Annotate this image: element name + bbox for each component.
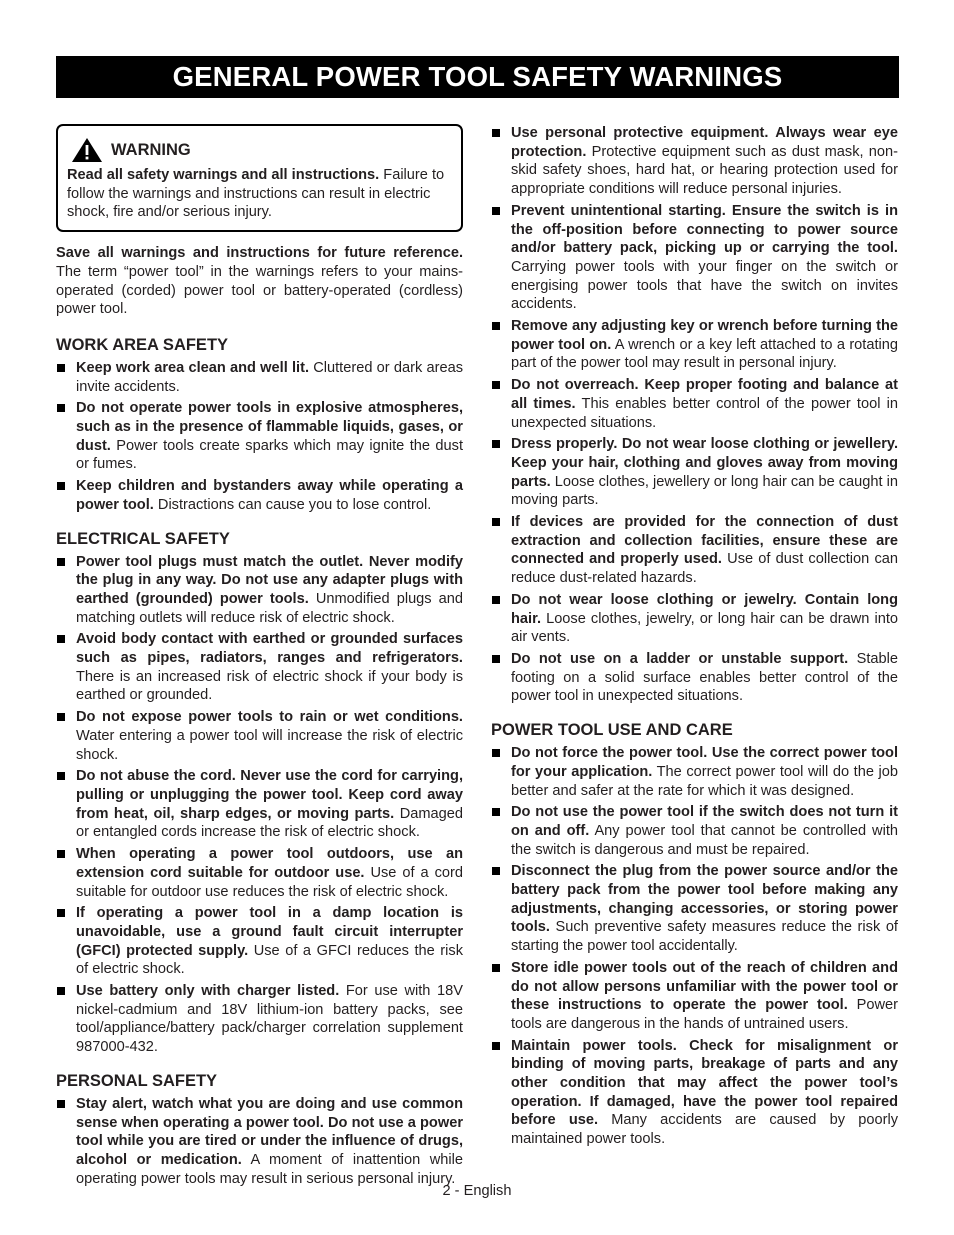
- warning-list: [491, 744, 898, 1149]
- list-item: [56, 708, 463, 764]
- page-title: GENERAL POWER TOOL SAFETY WARNINGS: [172, 61, 783, 92]
- list-item: [56, 630, 463, 705]
- item-body-text: Stable footing on a solid surface enables better control of the power tool in unexpected situations.: [511, 650, 899, 705]
- square-bullet-icon: [57, 772, 65, 780]
- section: [56, 1071, 463, 1189]
- warning-heading: WARNING: [111, 140, 191, 159]
- item-body-text: Cluttered or dark areas invite accidents.: [76, 359, 463, 395]
- square-bullet-icon: [57, 713, 65, 721]
- item-bold-text: When operating a power tool outdoors, use an extension cord suitable for outdoor use.: [76, 846, 463, 881]
- square-bullet-icon: [492, 1042, 500, 1050]
- warning-bold-text: Read all safety warnings and all instructions.: [67, 167, 380, 183]
- list-item: [56, 982, 463, 1057]
- item-bold-text: Store idle power tools out of the reach of children and do not allow persons unfamiliar with the power tool or these instructions to operate the power tool.: [511, 959, 898, 1014]
- square-bullet-icon: [57, 364, 65, 372]
- list-item: [491, 317, 898, 373]
- warning-list: [56, 359, 463, 515]
- section: [491, 720, 898, 1149]
- list-item: [491, 959, 898, 1034]
- item-bold-text: Do not wear loose clothing or jewelry. Contain long hair.: [511, 591, 898, 627]
- list-item: [491, 1037, 898, 1149]
- section: [56, 335, 463, 515]
- item-body-text: Carrying power tools with your finger on the switch or energising power tools that have the switch on invites accidents.: [511, 258, 898, 313]
- list-item: [491, 650, 898, 706]
- page-footer: 2 - English: [442, 1183, 512, 1199]
- warning-list: [56, 553, 463, 1057]
- item-body-text: Distractions can cause you to lose control.: [153, 496, 432, 513]
- warning-body-text: Failure to follow the warnings and instructions can result in electric shock, fire and/or serious injury.: [67, 167, 445, 221]
- item-body-text: Use of a cord suitable for outdoor use reduces the risk of electric shock.: [76, 864, 463, 900]
- right-sections: [491, 124, 898, 1149]
- list-item: [56, 359, 463, 396]
- item-bold-text: Keep work area clean and well lit.: [76, 359, 309, 376]
- square-bullet-icon: [492, 207, 500, 215]
- item-bold-text: If devices are provided for the connection of dust extraction and collection facilities, ensure these are connected and properly used.: [511, 514, 898, 568]
- item-body-text: Many accidents are caused by poorly maintained power tools.: [511, 1112, 899, 1148]
- warning-list: [491, 124, 898, 706]
- item-bold-text: Do not use the power tool if the switch does not turn it on and off.: [511, 804, 898, 839]
- section: [491, 124, 898, 706]
- square-bullet-icon: [57, 482, 65, 490]
- section-heading: POWER TOOL USE AND CARE: [491, 721, 733, 740]
- square-bullet-icon: [57, 635, 65, 643]
- warning-triangle-icon: [71, 137, 103, 163]
- item-bold-text: Remove any adjusting key or wrench before turning the power tool on.: [511, 318, 898, 353]
- square-bullet-icon: [57, 1100, 65, 1108]
- item-body-text: Water entering a power tool will increase the risk of electric shock.: [76, 727, 463, 763]
- square-bullet-icon: [492, 440, 500, 448]
- item-bold-text: Do not overreach. Keep proper footing and balance at all times.: [511, 377, 898, 412]
- item-bold-text: Use personal protective equipment. Always wear eye protection.: [511, 125, 898, 160]
- item-body-text: Use of a GFCI reduces the risk of electric shock.: [76, 942, 463, 978]
- item-body-text: Loose clothes, jewellery or long hair can be caught in moving parts.: [511, 473, 898, 509]
- title-banner: [56, 56, 899, 98]
- item-body-text: For use with 18V nickel-cadmium and 18V lithium-ion battery packs, see tool/appliance/battery pack/charger correlation supplement 987000-432.: [76, 983, 463, 1056]
- item-body-text: The correct power tool will do the job better and safer at the rate for which it was designed.: [511, 763, 898, 799]
- list-item: [491, 202, 898, 314]
- square-bullet-icon: [492, 129, 500, 137]
- list-item: [56, 767, 463, 842]
- square-bullet-icon: [492, 808, 500, 816]
- item-bold-text: If operating a power tool in a damp location is unavoidable, use a ground fault circuit interrupter (GFCI) protected supply.: [76, 905, 463, 959]
- item-body-text: A moment of inattention while operating power tools may result in serious personal injury.: [76, 1151, 463, 1187]
- item-body-text: Power tools create sparks which may ignite the dust or fumes.: [76, 437, 463, 473]
- square-bullet-icon: [57, 404, 65, 412]
- item-bold-text: Power tool plugs must match the outlet. Never modify the plug in any way. Do not use any adapter plugs with earthed (grounded) power tools.: [76, 553, 463, 607]
- list-item: [491, 124, 898, 199]
- item-body-text: Such preventive safety measures reduce the risk of starting the power tool accidentally.: [511, 919, 898, 955]
- item-bold-text: Avoid body contact with earthed or grounded surfaces such as pipes, radiators, ranges and refrigerators.: [76, 631, 463, 667]
- item-bold-text: Do not expose power tools to rain or wet conditions.: [76, 709, 463, 726]
- warning-box: [56, 124, 463, 232]
- list-item: [491, 803, 898, 859]
- item-body-text: Damaged or entangled cords increase the risk of electric shock.: [76, 805, 463, 841]
- item-bold-text: Do not use on a ladder or unstable support.: [511, 650, 849, 667]
- item-body-text: A wrench or a key left attached to a rotating part of the power tool may result in personal injury.: [511, 336, 899, 372]
- item-bold-text: Use battery only with charger listed.: [76, 983, 340, 1000]
- list-item: [56, 477, 463, 514]
- item-bold-text: Do not operate power tools in explosive atmospheres, such as in the presence of flammable liquids, gases, or dust.: [76, 400, 463, 454]
- item-body-text: This enables better control of the power tool in unexpected situations.: [511, 395, 898, 431]
- section: [56, 529, 463, 1057]
- square-bullet-icon: [492, 322, 500, 330]
- left-sections: [56, 335, 463, 1188]
- item-bold-text: Prevent unintentional starting. Ensure the switch is in the off-position before connecting to power source and/or battery pack, picking up or carrying the tool.: [511, 202, 898, 257]
- square-bullet-icon: [57, 909, 65, 917]
- square-bullet-icon: [57, 558, 65, 566]
- list-item: [491, 376, 898, 432]
- item-body-text: Use of dust collection can reduce dust-related hazards.: [511, 551, 898, 587]
- item-bold-text: Do not force the power tool. Use the correct power tool for your application.: [511, 745, 898, 780]
- right-column: [491, 124, 898, 1163]
- list-item: [491, 435, 898, 510]
- item-bold-text: Maintain power tools. Check for misalignment or binding of moving parts, breakage of parts and any other condition that may affect the power tool’s operation. If damaged, have the power tool repaired before use.: [511, 1037, 898, 1129]
- item-body-text: Unmodified plugs and matching outlets will reduce risk of electric shock.: [76, 590, 463, 626]
- square-bullet-icon: [492, 381, 500, 389]
- item-bold-text: Dress properly. Do not wear loose clothing or jewellery. Keep your hair, clothing and gloves away from moving parts.: [511, 436, 898, 490]
- intro-bold-text: Save all warnings and instructions for future reference.: [56, 245, 463, 262]
- square-bullet-icon: [57, 987, 65, 995]
- item-bold-text: Keep children and bystanders away while operating a power tool.: [76, 478, 463, 513]
- item-body-text: Power tools are dangerous in the hands of untrained users.: [511, 997, 898, 1032]
- list-item: [56, 553, 463, 628]
- item-bold-text: Do not abuse the cord. Never use the cord for carrying, pulling or unplugging the power tool. Keep cord away from heat, oil, sharp edges, or moving parts.: [76, 768, 463, 822]
- list-item: [491, 591, 898, 647]
- list-item: [56, 904, 463, 979]
- square-bullet-icon: [492, 655, 500, 663]
- list-item: [56, 1095, 463, 1189]
- item-body-text: Any power tool that cannot be controlled with the switch is dangerous and must be repaired.: [511, 822, 898, 858]
- square-bullet-icon: [492, 518, 500, 526]
- square-bullet-icon: [492, 596, 500, 604]
- item-body-text: There is an increased risk of electric shock if your body is earthed or grounded.: [76, 668, 463, 704]
- item-bold-text: Stay alert, watch what you are doing and use common sense when operating a power tool. Do not use a power tool while you are tired or under the influence of drugs, alcohol or medication.: [76, 1095, 463, 1168]
- warning-header: [71, 137, 452, 163]
- list-item: [56, 399, 463, 474]
- item-body-text: Loose clothes, jewelry, or long hair can be drawn into air vents.: [511, 610, 898, 646]
- square-bullet-icon: [492, 749, 500, 757]
- section-heading: WORK AREA SAFETY: [56, 335, 229, 354]
- list-item: [56, 845, 463, 901]
- square-bullet-icon: [492, 867, 500, 875]
- warning-text: [67, 166, 452, 222]
- square-bullet-icon: [57, 850, 65, 858]
- intro-paragraph: [56, 244, 463, 319]
- intro-body-text: The term “power tool” in the warnings refers to your mains-operated (corded) power tool or battery-operated (cordless) power tool.: [56, 263, 463, 318]
- list-item: [491, 513, 898, 588]
- item-body-text: Protective equipment such as dust mask, non-skid safety shoes, hard hat, or hearing protection used for appropriate conditions will reduce personal injuries.: [511, 143, 898, 198]
- item-bold-text: Disconnect the plug from the power source and/or the battery pack from the power tool before making any adjustments, changing accessories, or storing power tools.: [511, 863, 898, 936]
- list-item: [491, 862, 898, 956]
- square-bullet-icon: [492, 964, 500, 972]
- left-column: [56, 124, 463, 1202]
- list-item: [491, 744, 898, 800]
- warning-list: [56, 1095, 463, 1189]
- section-heading: ELECTRICAL SAFETY: [56, 529, 230, 548]
- section-heading: PERSONAL SAFETY: [56, 1071, 218, 1090]
